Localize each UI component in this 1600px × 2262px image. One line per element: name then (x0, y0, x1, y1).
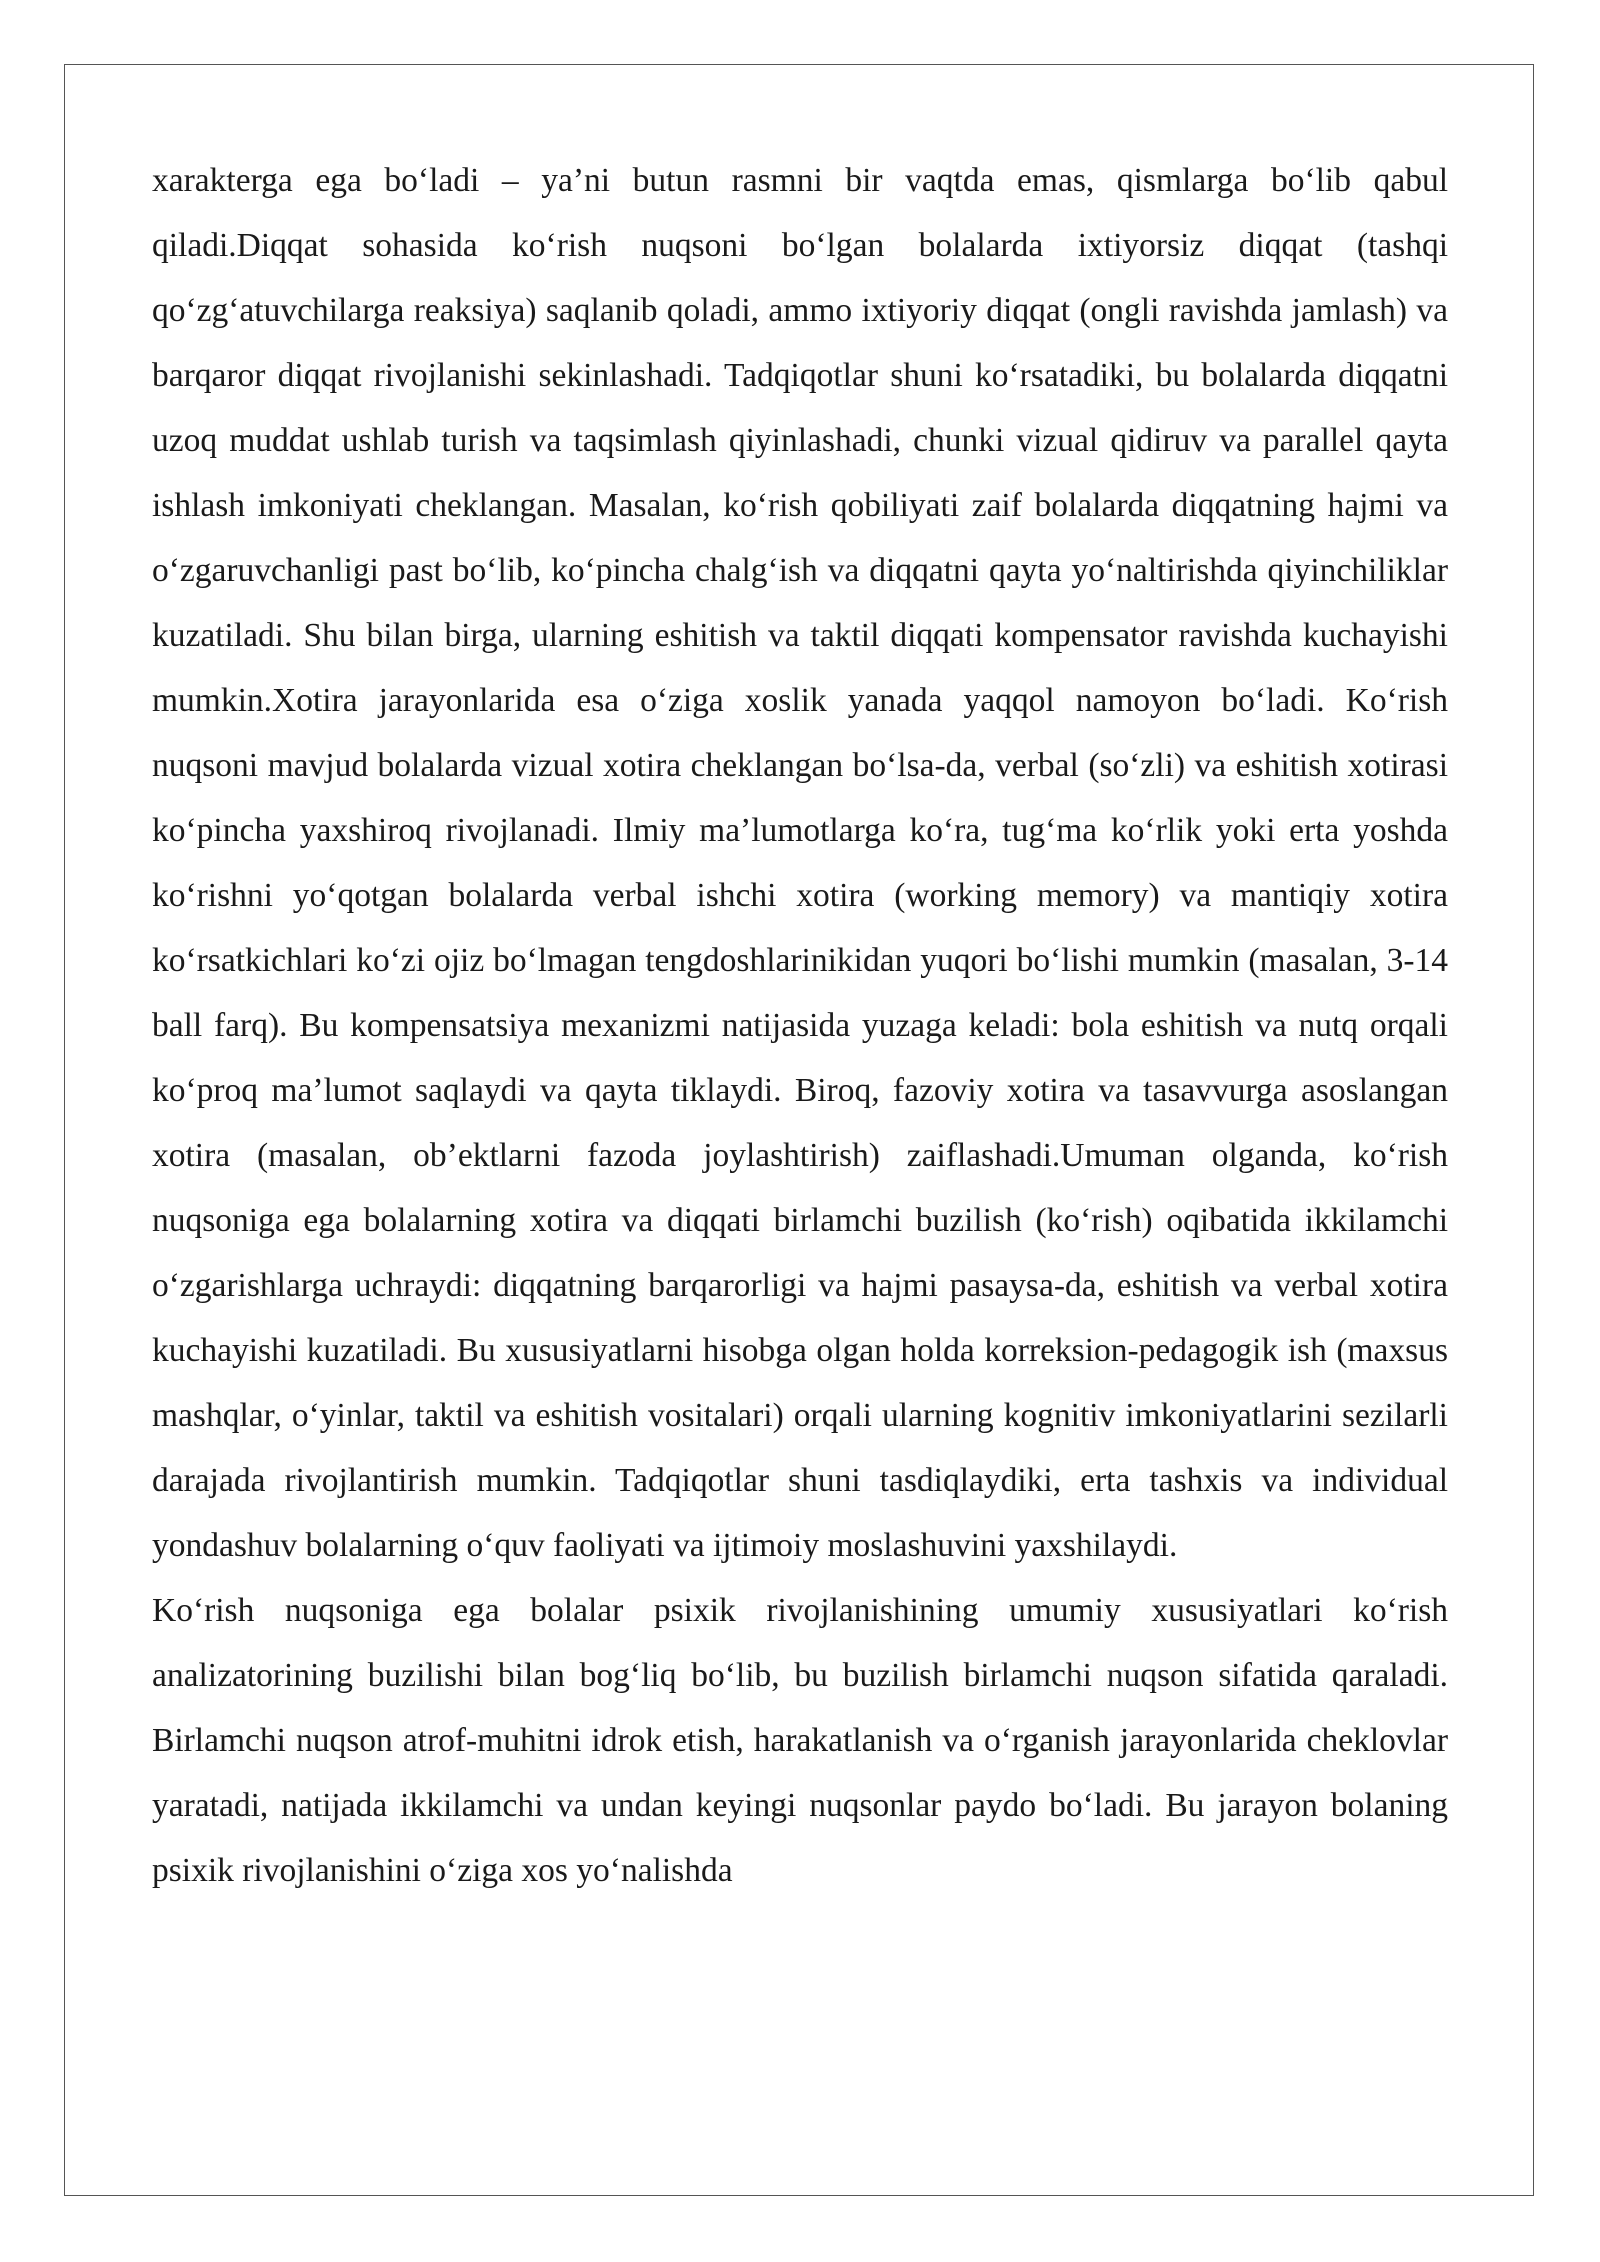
paragraph-1: xarakterga ega bo‘ladi – ya’ni butun rasmni bir vaqtda emas, qismlarga bo‘lib qabul qiladi.Diqqat sohasida ko‘rish nuqsoni bo‘lgan bolalarda ixtiyorsiz diqqat (tashqi qo‘zg‘atuvchilarga reaksiya) saqlanib qoladi, ammo ixtiyoriy diqqat (ongli ravishda jamlash) va barqaror diqqat rivojlanishi sekinlashadi. Tadqiqotlar shuni ko‘rsatadiki, bu bolalarda diqqatni uzoq muddat ushlab turish va taqsimlash qiyinlashadi, chunki vizual qidiruv va parallel qayta ishlash imkoniyati cheklangan. Masalan, ko‘rish qobiliyati zaif bolalarda diqqatning hajmi va o‘zgaruvchanligi past bo‘lib, ko‘pincha chalg‘ish va diqqatni qayta yo‘naltirishda qiyinchiliklar kuzatiladi. Shu bilan birga, ularning eshitish va taktil diqqati kompensator ravishda kuchayishi mumkin.Xotira jarayonlarida esa o‘ziga xoslik yanada yaqqol namoyon bo‘ladi. Ko‘rish nuqsoni mavjud bolalarda vizual xotira cheklangan bo‘lsa-da, verbal (so‘zli) va eshitish xotirasi ko‘pincha yaxshiroq rivojlanadi. Ilmiy ma’lumotlarga ko‘ra, tug‘ma ko‘rlik yoki erta yoshda ko‘rishni yo‘qotgan bolalarda verbal ishchi xotira (working memory) va mantiqiy xotira ko‘rsatkichlari ko‘zi ojiz bo‘lmagan tengdoshlarinikidan yuqori bo‘lishi mumkin (masalan, 3-14 ball farq). Bu kompensatsiya mexanizmi natijasida yuzaga keladi: bola eshitish va nutq orqali ko‘proq ma’lumot saqlaydi va qayta tiklaydi. Biroq, fazoviy xotira va tasavvurga asoslangan xotira (masalan, ob’ektlarni fazoda joylashtirish) zaiflashadi.Umuman olganda, ko‘rish nuqsoniga ega bolalarning xotira va diqqati birlamchi buzilish (ko‘rish) oqibatida ikkilamchi o‘zgarishlarga uchraydi: diqqatning barqarorligi va hajmi pasaysa-da, eshitish va verbal xotira kuchayishi kuzatiladi. Bu xususiyatlarni hisobga olgan holda korreksion-pedagogik ish (maxsus mashqlar, o‘yinlar, taktil va eshitish vositalari) orqali ularning kognitiv imkoniyatlarini sezilarli darajada rivojlantirish mumkin. Tadqiqotlar shuni tasdiqlaydiki, erta tashxis va individual yondashuv bolalarning o‘quv faoliyati va ijtimoiy moslashuvini yaxshilaydi. (152, 162, 1448, 1564)
document-body (152, 148, 1448, 1903)
paragraph-2: Ko‘rish nuqsoniga ega bolalar psixik rivojlanishining umumiy xususiyatlari ko‘rish analizatorining buzilishi bilan bog‘liq bo‘lib, bu buzilish birlamchi nuqson sifatida qaraladi. Birlamchi nuqson atrof-muhitni idrok etish, harakatlanish va o‘rganish jarayonlarida cheklovlar yaratadi, natijada ikkilamchi va undan keyingi nuqsonlar paydo bo‘ladi. Bu jarayon bolaning psixik rivojlanishini o‘ziga xos yo‘nalishda (152, 1592, 1448, 1889)
